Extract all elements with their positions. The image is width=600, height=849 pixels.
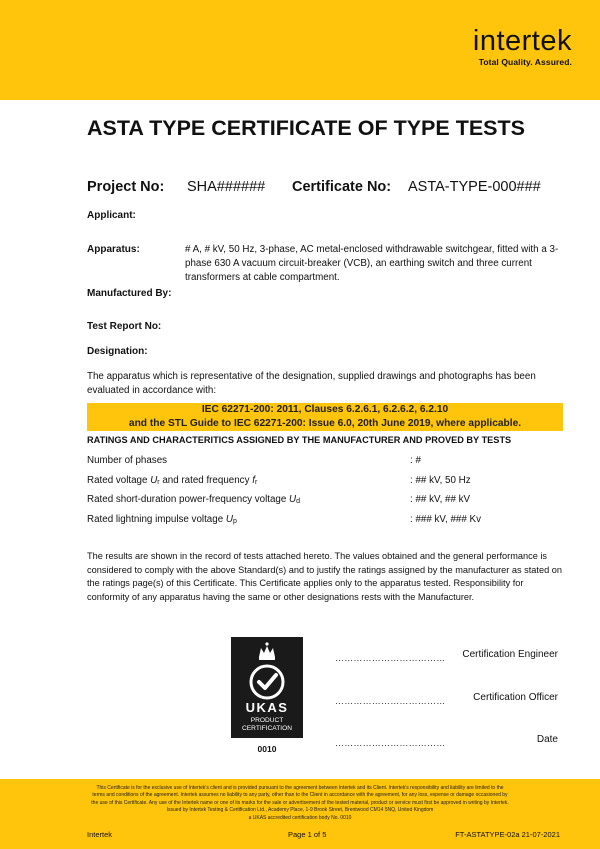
logo-tagline: Total Quality. Assured. — [478, 57, 572, 67]
intertek-logo — [473, 26, 572, 67]
rating-value-short-duration: : ## kV, ## kV — [410, 494, 471, 505]
symbol-subscript: d — [296, 498, 301, 505]
disclaimer-line: Issued by Intertek Testing & Certification Ltd., Academy Place, 1-9 Brook Street, Brentwood CM14 5NQ, United Kingdom — [166, 807, 434, 814]
ukas-line-1: PRODUCT — [250, 717, 284, 724]
symbol-subscript: r — [157, 479, 160, 486]
symbol-u: U — [225, 514, 233, 525]
rating-label-text: Number of phases — [87, 455, 168, 466]
symbol-f: f — [252, 475, 255, 486]
project-no-label: Project No: — [87, 179, 165, 195]
ukas-word: UKAS — [245, 700, 289, 715]
date-label: Date — [536, 734, 558, 745]
rating-label-text: Rated short-duration power-frequency voltage — [87, 494, 290, 505]
test-report-label: Test Report No: — [87, 321, 162, 332]
manufactured-by-label: Manufactured By: — [87, 288, 172, 299]
symbol-subscript: r — [254, 479, 258, 486]
footer-company: Intertek — [87, 830, 113, 839]
ukas-line-2: CERTIFICATION — [242, 725, 292, 732]
ukas-crown-tick-icon — [231, 637, 303, 738]
symbol-subscript: p — [232, 518, 237, 525]
rating-label-text: and rated frequency — [159, 475, 253, 486]
signature-line-date: ……………………………… — [335, 738, 446, 748]
rating-label-text: Rated voltage — [87, 475, 151, 486]
rating-label-text: Rated lightning impulse voltage — [87, 514, 226, 525]
ukas-mark — [231, 637, 303, 738]
disclaimer-line: This Certificate is for the exclusive use of Intertek's client and is provided pursuant to the agreement between Intertek and its Client. Intertek's responsibility and liability are limited to the — [96, 785, 504, 791]
apparatus-description: # A, # kV, 50 Hz, 3-phase, AC metal-enclosed withdrawable switchgear, fitted with a 3-phase 630 A vacuum circuit-breaker (VCB), an earthing switch and three current transformers at cable compartment. — [185, 244, 559, 283]
disclaimer-line: terms and conditions of the agreement. Intertek assumes no liability to any party, other than to the Client in accordance with the agreement, for any loss, expense or damage occasioned by — [92, 792, 508, 799]
apparatus-label: Apparatus: — [87, 244, 140, 255]
disclaimer-line: the use of this Certificate. Any use of the Intertek name or one of its marks for the sale or advertisement of the tested material, product or service must first be approved in writing by Intertek. — [91, 799, 509, 806]
rating-label-phases — [87, 455, 167, 466]
rating-label-voltage-frequency — [87, 475, 257, 486]
symbol-u: U — [289, 494, 297, 505]
ratings-heading: RATINGS AND CHARACTERITICS ASSIGNED BY THE MANUFACTURER AND PROVED BY TESTS — [87, 435, 512, 445]
signature-line-engineer: ……………………………… — [335, 653, 446, 663]
project-no-value: SHA###### — [187, 179, 266, 195]
certificate-no-value: ASTA-TYPE-000### — [408, 179, 541, 195]
standard-line-2: and the STL Guide to IEC 62271-200: Issue 6.0, 20th June 2019, where applicable. — [128, 418, 522, 429]
designation-label: Designation: — [87, 346, 148, 357]
standard-line-1: IEC 62271-200: 2011, Clauses 6.2.6.1, 6.2.6.2, 6.2.10 — [201, 404, 449, 415]
rating-label-short-duration — [87, 494, 300, 505]
rating-label-lightning-impulse — [87, 514, 237, 525]
evaluation-intro: The apparatus which is representative of the designation, supplied drawings and photographs has been evaluated in accordance with: — [87, 371, 536, 396]
footer-disclaimer — [80, 785, 520, 822]
disclaimer-line: a UKAS accredited certification body No. 0010 — [248, 814, 352, 821]
ukas-number: 0010 — [257, 744, 277, 754]
rating-value-lightning-impulse: : ### kV, ### Kv — [410, 514, 481, 525]
signature-line-officer: ……………………………… — [335, 696, 446, 706]
document-title: ASTA TYPE CERTIFICATE OF TYPE TESTS — [87, 116, 525, 140]
certification-engineer-label: Certification Engineer — [462, 649, 558, 660]
certificate-no-label: Certificate No: — [292, 179, 392, 195]
logo-wordmark: intertek — [472, 25, 572, 57]
applicant-label: Applicant: — [87, 210, 136, 221]
results-statement: The results are shown in the record of tests attached hereto. The values obtained and the general performance is considered to comply with the above Standard(s) and to justify the ratings assigned by the manufacturer as stated on the ratings page(s) of this Certificate. This Certificate applies only to the apparatus tested. Responsibility for conformity of any apparatus having the same or other designations rests with the Manufacturer. — [87, 551, 562, 602]
footer-page-number: Page 1 of 5 — [288, 830, 327, 839]
certification-officer-label: Certification Officer — [473, 692, 558, 703]
rating-value-phases: : # — [410, 455, 421, 466]
symbol-u: U — [150, 475, 158, 486]
footer-form-code: FT-ASTATYPE-02a 21-07-2021 — [455, 830, 560, 839]
rating-value-voltage-frequency: : ## kV, 50 Hz — [410, 475, 471, 486]
